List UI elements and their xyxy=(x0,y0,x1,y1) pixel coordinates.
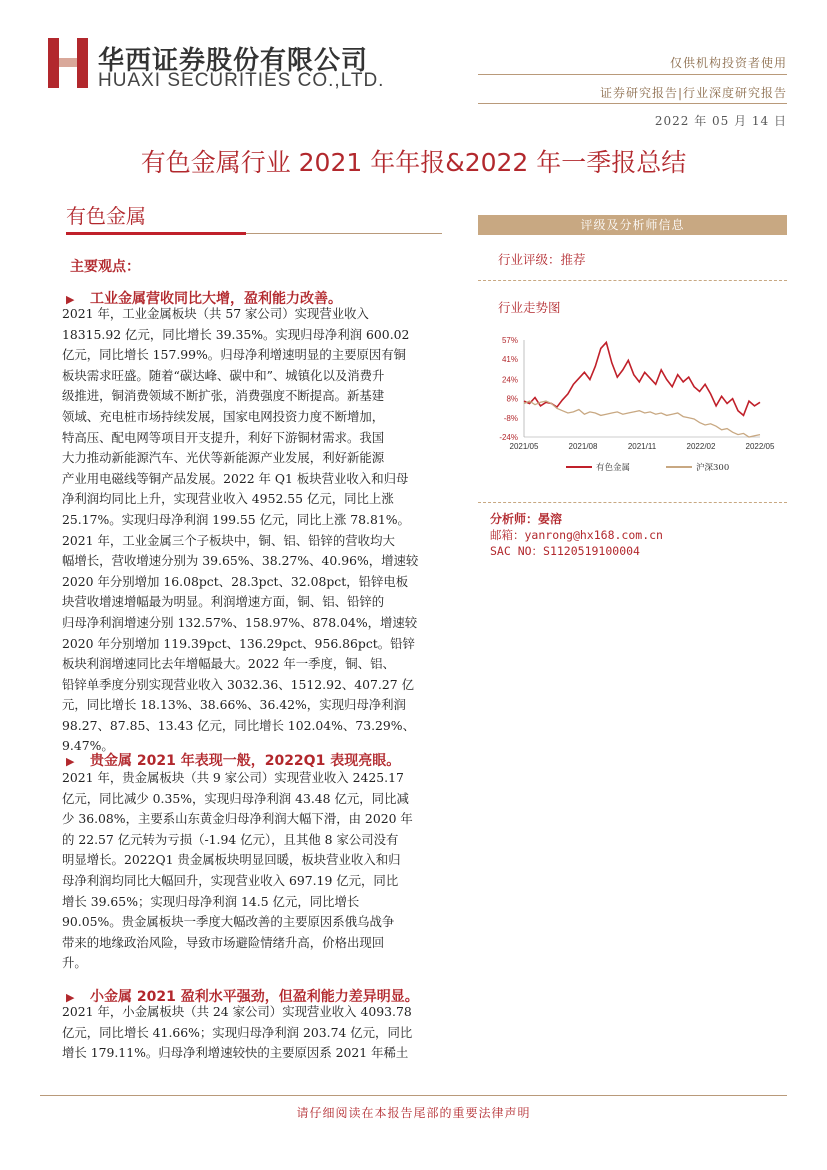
sector-underline-thin xyxy=(246,233,442,234)
sector-name: 有色金属 xyxy=(66,204,146,228)
body-line: 亿元，同比增长 41.66%；实现归母净利润 203.74 亿元，同比 xyxy=(62,1024,413,1040)
body-line: 铅锌单季度分别实现营业收入 3032.36、1512.92、407.27 亿 xyxy=(62,676,414,692)
legal-disclaimer: 请仔细阅读在本报告尾部的重要法律声明 xyxy=(296,1106,531,1120)
body-line: 板块需求旺盛。随着“碳达峰、碳中和”、城镇化以及消费升 xyxy=(62,367,385,383)
analyst-email[interactable]: 邮箱：yanrong@hx168.com.cn xyxy=(490,528,663,542)
body-line: 级推进，铜消费领域不断扩张，消费强度不断提高。新基建 xyxy=(62,388,385,404)
section-body xyxy=(62,768,450,974)
x-tick-label: 2021/08 xyxy=(568,442,598,451)
x-tick-label: 2021/05 xyxy=(509,442,539,451)
series-line-nonferrous xyxy=(524,342,760,415)
company-logo-icon xyxy=(48,38,88,88)
x-tick-label: 2022/02 xyxy=(686,442,716,451)
body-line: 2020 年分别增加 119.39pct、136.29pct、956.86pct。铅锌 xyxy=(62,635,415,651)
y-tick-label: 24% xyxy=(501,375,518,385)
sector-underline xyxy=(66,232,246,235)
body-line: 净利润均同比上升，实现营业收入 4952.55 亿元，同比上涨 xyxy=(62,491,394,507)
section-body xyxy=(62,304,450,757)
bullet-triangle-icon: ▶ xyxy=(66,293,75,306)
body-line: 2021 年，工业金属板块（共 57 家公司）实现营业收入 xyxy=(62,306,369,321)
body-line: 18315.92 亿元，同比增长 39.35%。实现归母净利润 600.02 xyxy=(62,326,410,342)
body-line: 块营收增速增幅最为明显。利润增速方面，铜、铝、铅锌的 xyxy=(62,594,385,610)
body-line: 2021 年，贵金属板块（共 9 家公司）实现营业收入 2425.17 xyxy=(62,770,404,785)
company-name-en: HUAXI SECURITIES CO.,LTD. xyxy=(98,70,385,91)
body-line: 领域、充电桩市场持续发展，国家电网投资力度不断增加， xyxy=(62,408,385,424)
x-tick-label: 2021/11 xyxy=(627,442,657,451)
main-points-heading: 主要观点： xyxy=(70,259,140,275)
body-line: 明显增长。2022Q1 贵金属板块明显回暖，板块营业收入和归 xyxy=(62,852,401,868)
body-line: 升。 xyxy=(62,955,87,971)
body-line: 特高压、配电网等项目开支提升，利好下游铜材需求。我国 xyxy=(62,429,385,445)
analyst-sac-number: SAC NO：S1120519100004 xyxy=(490,544,640,558)
bullet-triangle-icon: ▶ xyxy=(66,755,75,768)
body-line: 的 22.57 亿元转为亏损（-1.94 亿元），且其他 8 家公司没有 xyxy=(62,831,399,847)
legend-label: 沪深300 xyxy=(696,463,730,473)
section-title-text: 小金属 2021 盈利水平强劲，但盈利能力差异明显。 xyxy=(90,989,419,1005)
body-line: 带来的地缘政治风险，导致市场避险情绪升高，价格出现回 xyxy=(62,934,385,950)
body-line: 2020 年分别增加 16.08pct、28.3pct、32.08pct，铅锌电板 xyxy=(62,573,409,589)
body-line: 亿元，同比增长 157.99%。归母净利增速明显的主要原因有铜 xyxy=(62,347,407,363)
sidebar-header: 评级及分析师信息 xyxy=(478,215,787,235)
trend-chart-label: 行业走势图 xyxy=(498,300,561,315)
body-line: 产业用电磁线等铜产品发展。2022 年 Q1 板块营业收入和归母 xyxy=(62,470,409,486)
body-line: 母净利润均同比大幅回升，实现营业收入 697.19 亿元，同比 xyxy=(62,872,399,888)
sidebar-divider xyxy=(478,280,787,281)
body-line: 2021 年，小金属板块（共 24 家公司）实现营业收入 4093.78 xyxy=(62,1004,412,1019)
report-type: 证券研究报告|行业深度研究报告 xyxy=(599,86,787,100)
body-line: 大力推动新能源汽车、光伏等新能源产业发展，利好新能源 xyxy=(62,450,385,466)
body-line: 增长 179.11%。归母净利增速较快的主要原因系 2021 年稀土 xyxy=(62,1045,409,1061)
y-tick-label: -8% xyxy=(503,413,518,423)
y-tick-label: 41% xyxy=(501,355,518,365)
section-title-text: 贵金属 2021 年表现一般，2022Q1 表现亮眼。 xyxy=(90,753,401,769)
legend-label: 有色金属 xyxy=(596,463,631,473)
company-name-cn: 华西证券股份有限公司 xyxy=(98,46,369,76)
section-body xyxy=(62,1002,450,1064)
body-line: 亿元，同比减少 0.35%，实现归母净利润 43.48 亿元，同比减 xyxy=(62,790,409,806)
section-title xyxy=(66,750,400,770)
audience-note: 仅供机构投资者使用 xyxy=(669,56,787,70)
report-date: 2022 年 05 月 14 日 xyxy=(654,114,787,128)
header-divider xyxy=(478,103,787,104)
body-line: 2021 年，工业金属三个子板块中，铜、铝、铅锌的营收均大 xyxy=(62,532,395,548)
body-line: 板块利润增速同比去年增幅最大。2022 年一季度，铜、铝、 xyxy=(62,656,395,672)
body-line: 元，同比增长 18.13%、38.66%、36.42%，实现归母净利润 xyxy=(62,697,406,713)
report-title: 有色金属行业 2021 年年报&2022 年一季报总结 xyxy=(140,148,687,177)
analyst-name: 分析师：晏溶 xyxy=(490,512,563,526)
trend-chart xyxy=(490,325,790,495)
body-line: 90.05%。贵金属板块一季度大幅改善的主要原因系俄乌战争 xyxy=(62,914,395,930)
body-line: 幅增长，营收增速分别为 39.65%、38.27%、40.96%，增速较 xyxy=(62,553,419,569)
sidebar-divider xyxy=(478,502,787,503)
footer-divider xyxy=(40,1095,787,1096)
section-title-text: 工业金属营收同比大增，盈利能力改善。 xyxy=(90,291,342,307)
y-tick-label: 8% xyxy=(506,394,518,404)
body-line: 少 36.08%，主要系山东黄金归母净利润大幅下滑，由 2020 年 xyxy=(62,811,413,827)
x-tick-label: 2022/05 xyxy=(745,442,775,451)
body-line: 25.17%。实现归母净利润 199.55 亿元，同比上涨 78.81%。 xyxy=(62,511,410,527)
body-line: 归母净利润增速分别 132.57%、158.97%、878.04%，增速较 xyxy=(62,614,418,630)
series-line-csi300 xyxy=(524,401,760,437)
header-divider xyxy=(478,74,787,75)
industry-rating: 行业评级：推荐 xyxy=(498,252,586,267)
y-tick-label: -24% xyxy=(499,433,518,442)
y-tick-label: 57% xyxy=(501,336,518,345)
body-line: 98.27、87.85、13.43 亿元，同比增长 102.04%、73.29%、 xyxy=(62,717,415,733)
body-line: 9.47%。 xyxy=(62,738,114,754)
body-line: 增长 39.65%；实现归母净利润 14.5 亿元，同比增长 xyxy=(62,893,360,909)
bullet-triangle-icon: ▶ xyxy=(66,991,75,1004)
